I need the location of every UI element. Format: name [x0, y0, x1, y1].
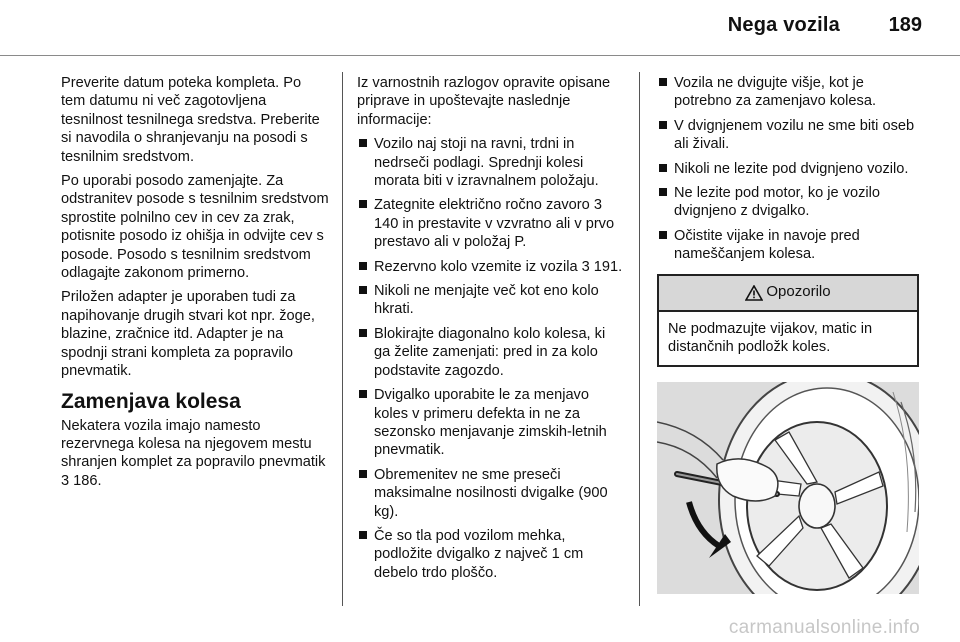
bullet-icon: [659, 164, 667, 172]
column-divider-1: [342, 72, 343, 606]
bullet-icon: [659, 188, 667, 196]
bullet-icon: [659, 78, 667, 86]
page-number: 189: [888, 14, 922, 36]
list-item: [657, 74, 919, 111]
list-item-text: Nikoli ne menjajte več kot eno kolo hkrati.: [374, 283, 599, 318]
list-item: [357, 196, 625, 251]
list-item: [357, 282, 625, 319]
bullet-list: [657, 74, 919, 264]
list-item-text: V dvignjenem vozilu ne sme biti oseb ali živali.: [674, 117, 915, 153]
bullet-icon: [659, 121, 667, 129]
list-item-text: Zategnite električno ročno zavoro 3 140 in prestavite v vzvratno ali v prvo prestavo ali v položaj P.: [374, 197, 615, 251]
bullet-list: [357, 135, 625, 582]
section-heading: Zamenjava kolesa: [61, 389, 241, 413]
warning-triangle-icon: [745, 285, 763, 301]
list-item: [357, 386, 625, 460]
watermark: carmanualsonline.info: [728, 617, 920, 638]
list-item: [657, 184, 919, 221]
bullet-icon: [659, 231, 667, 239]
bullet-icon: [359, 531, 367, 539]
list-item-text: Vozilo naj stoji na ravni, trdni in nedrseči podlagi. Sprednji kolesi morata biti v izravnalnem položaju.: [374, 136, 599, 190]
paragraph: Po uporabi posodo zamenjajte. Za odstranitev posode s tesnilnim sredstvom sprostite polnilno cev in cev za zrak, potisnite posodo iz ohišja in odvijte cev s posode. Posodo s tesnilnim sredstvom odlagajte zakonom primerno.: [61, 173, 329, 282]
warning-header: [659, 276, 917, 312]
bullet-icon: [359, 139, 367, 147]
column-3: [657, 74, 919, 367]
list-item: [357, 325, 625, 380]
warning-text: Ne podmazujte vijakov, matic in distančnih podložk koles.: [668, 320, 873, 356]
bullet-icon: [359, 329, 367, 337]
list-item: [357, 258, 625, 276]
list-item-text: Vozila ne dvigujte višje, kot je potrebno za zamenjavo kolesa.: [674, 75, 877, 110]
warning-title: Opozorilo: [766, 283, 831, 301]
bullet-icon: [359, 200, 367, 208]
page-reference-link[interactable]: 3 186.: [61, 472, 102, 489]
list-item-text: Obremenitev ne sme preseči maksimalne nosilnosti dvigalke (900 kg).: [374, 466, 608, 520]
warning-box: [657, 274, 919, 368]
intro-paragraph: [61, 417, 329, 491]
list-item: [657, 227, 919, 264]
bullet-icon: [359, 286, 367, 294]
paragraph: Iz varnostnih razlogov opravite opisane priprave in upoštevajte naslednje informacije:: [357, 75, 611, 128]
bullet-icon: [359, 262, 367, 270]
list-item-text: Če so tla pod vozilom mehka, podložite dvigalko z največ 1 cm debelo trdo ploščo.: [374, 527, 584, 581]
list-item-text: Ne lezite pod motor, ko je vozilo dvignjeno z dvigalko.: [674, 185, 881, 220]
list-item-text: Dvigalko uporabite le za menjavo koles v primeru defekta in ne za sezonsko menjavanje zimskih-letnih pnevmatik.: [374, 387, 607, 459]
wheel-change-illustration: [657, 382, 919, 594]
column-2: [357, 74, 625, 588]
list-item-text: Očistite vijake in navoje pred nameščanjem kolesa.: [674, 227, 860, 263]
list-item: [657, 160, 919, 178]
bullet-icon: [359, 390, 367, 398]
list-item: [357, 135, 625, 190]
wheel-wrench-image: [657, 382, 919, 594]
paragraph: Priložen adapter je uporaben tudi za napihovanje drugih stvari kot npr. žoge, blazine, zračnice itd. Adapter je na spodnji strani kompleta za popravilo pnevmatik.: [61, 289, 315, 380]
list-item: [357, 466, 625, 521]
header-divider: [0, 55, 960, 56]
column-1: [61, 74, 329, 496]
list-item-text: Nikoli ne lezite pod dvignjeno vozilo.: [674, 160, 909, 177]
column-divider-2: [639, 72, 640, 606]
list-item: [357, 527, 625, 582]
list-item: [657, 117, 919, 154]
section-title: Nega vozila: [727, 14, 840, 36]
list-item-text: Rezervno kolo vzemite iz vozila 3 191.: [374, 258, 623, 275]
list-item-text: Blokirajte diagonalno kolo kolesa, ki ga želite zamenjati: pred in za kolo podstavite zagozdo.: [374, 325, 606, 379]
intro-text: Nekatera vozila imajo namesto rezervnega kolesa na njegovem mestu shranjen komplet za popravilo pnevmatik: [61, 417, 326, 471]
bullet-icon: [359, 470, 367, 478]
paragraph: Preverite datum poteka kompleta. Po tem datumu ni več zagotovljena tesnilnost tesnilnega sredstva. Preberite si navodila o shranjevanju na posodi s tesnilnim sredstvom.: [61, 75, 320, 165]
